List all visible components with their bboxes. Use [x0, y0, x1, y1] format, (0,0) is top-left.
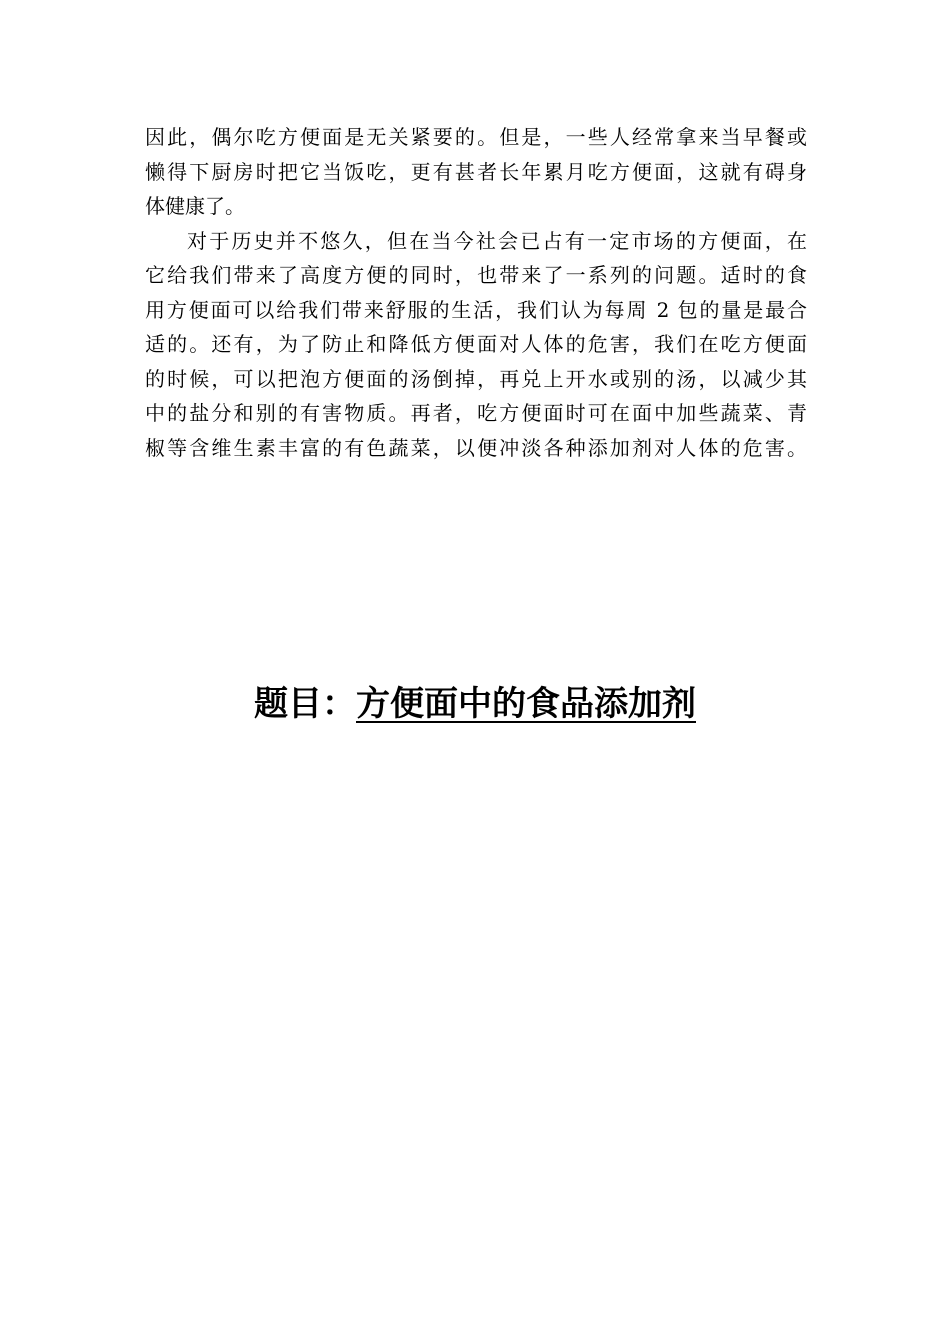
paragraph-1 — [145, 120, 807, 224]
body-text — [145, 120, 807, 465]
topic-title: 方便面中的食品添加剂 — [356, 684, 696, 724]
paragraph-2 — [145, 224, 807, 466]
text-line: 椒等含维生素丰富的有色蔬菜，以便冲淡各种添加剂对人体的危害。 — [145, 435, 807, 460]
topic-heading — [0, 676, 950, 732]
text-line: 的时候，可以把泡方便面的汤倒掉，再兑上开水或别的汤，以减少其 — [145, 366, 807, 391]
text-line: 懒得下厨房时把它当饭吃，更有甚者长年累月吃方便面，这就有碍身 — [145, 159, 807, 184]
text-line: 对于历史并不悠久，但在当今社会已占有一定市场的方便面，在 — [187, 228, 807, 253]
text-line: 中的盐分和别的有害物质。再者，吃方便面时可在面中加些蔬菜、青 — [145, 401, 807, 425]
topic-label: 题目： — [254, 684, 356, 724]
text-line: 因此，偶尔吃方便面是无关紧要的。但是，一些人经常拿来当早餐或 — [145, 125, 807, 149]
text-line: 适的。还有，为了防止和降低方便面对人体的危害，我们在吃方便面 — [145, 332, 807, 356]
text-line: 用方便面可以给我们带来舒服的生活，我们认为每周 2 包的量是最合 — [145, 297, 807, 322]
text-line: 它给我们带来了高度方便的同时，也带来了一系列的问题。适时的食 — [145, 263, 807, 287]
text-line: 体健康了。 — [145, 194, 245, 218]
